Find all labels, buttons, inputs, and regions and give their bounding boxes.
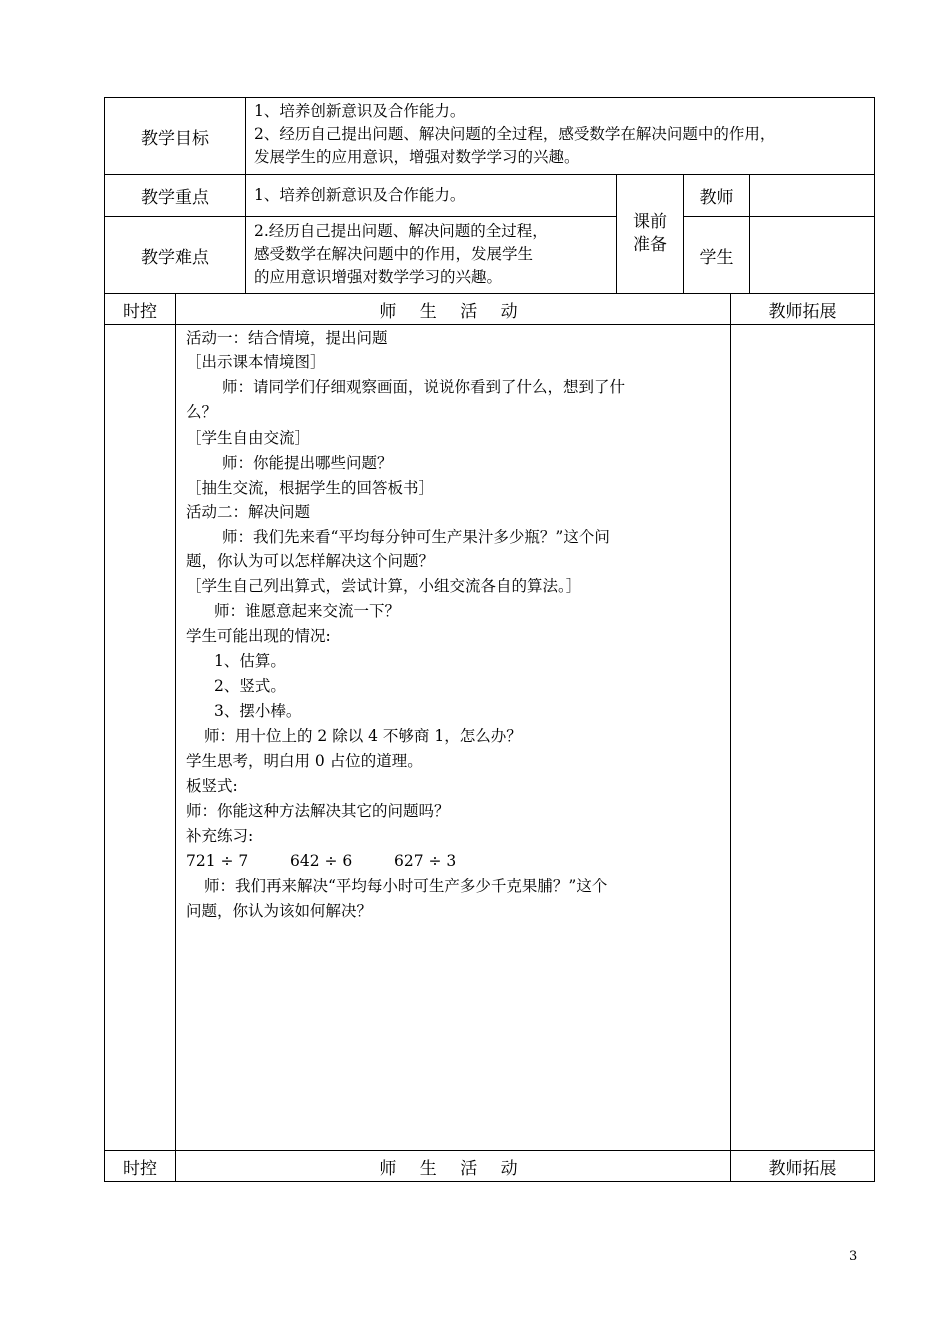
- time-control-header: 时控: [123, 1158, 157, 1179]
- difficulty-line: 感受数学在解决问题中的作用，发展学生: [254, 245, 534, 263]
- content-line: 师：谁愿意起来交流一下？: [214, 602, 401, 620]
- prep-label-line: 课前: [633, 212, 667, 232]
- time-control-header: 时控: [123, 301, 157, 322]
- content-line: 学生可能出现的情况:: [186, 627, 331, 645]
- content-line: 师：用十位上的 2 除以 4 不够商 1，怎么办？: [204, 727, 522, 745]
- goals-label: 教学目标: [141, 128, 209, 149]
- content-line: 师：我们先来看“平均每分钟可生产果汁多少瓶？”这个问: [222, 528, 610, 546]
- key-points-text: 1、培养创新意识及合作能力。: [254, 186, 466, 204]
- content-line: 问题，你认为该如何解决？: [186, 902, 373, 920]
- pre-class-prep-label: [617, 175, 683, 293]
- content-line: 师：我们再来解决“平均每小时可生产多少千克果脯？”这个: [204, 877, 608, 895]
- difficulty-label: 教学难点: [141, 247, 209, 268]
- extension-header: 教师拓展: [768, 301, 837, 322]
- content-line: 么？: [186, 403, 218, 421]
- content-line: 1、估算。: [214, 652, 286, 670]
- table-rule: [104, 324, 875, 325]
- student-prep-label: 学生: [699, 247, 734, 268]
- page-number: 3: [849, 1249, 858, 1264]
- content-line: 活动二：解决问题: [186, 503, 311, 521]
- teacher-prep-label: 教师: [699, 188, 734, 208]
- content-line: 师：请同学们仔细观察画面，说说你看到了什么，想到了什: [222, 378, 626, 396]
- table-rule: [749, 174, 750, 293]
- exercise-expression: 627 ÷ 3: [394, 852, 457, 870]
- content-line: 师：你能提出哪些问题？: [222, 454, 393, 472]
- prep-label-line: 准备: [633, 235, 667, 255]
- content-line: 学生思考，明白用 0 占位的道理。: [186, 752, 423, 770]
- content-line: 题，你认为可以怎样解决这个问题？: [186, 552, 435, 570]
- exercise-expression: 642 ÷ 6: [290, 852, 353, 870]
- table-border-right: [874, 97, 875, 1181]
- extension-header: 教师拓展: [768, 1158, 837, 1179]
- exercise-expression: 721 ÷ 7: [186, 852, 249, 870]
- content-line: 2、竖式。: [214, 677, 286, 695]
- table-border-bottom: [104, 1181, 875, 1182]
- content-line: 板竖式:: [186, 777, 238, 795]
- table-rule: [730, 293, 731, 1181]
- goals-line: 发展学生的应用意识，增强对数学学习的兴趣。: [254, 148, 580, 166]
- goals-line: 2、经历自己提出问题、解决问题的全过程，感受数学在解决问题中的作用，: [254, 125, 776, 143]
- difficulty-line: 的应用意识增强对数学学习的兴趣。: [254, 268, 503, 286]
- content-line: 师：你能这种方法解决其它的问题吗？: [186, 802, 450, 820]
- table-rule: [175, 293, 176, 1181]
- activity-header: 师 生 活 动: [379, 301, 527, 322]
- key-points-label: 教学重点: [141, 188, 209, 208]
- activity-header: 师 生 活 动: [379, 1158, 527, 1179]
- content-line: ［出示课本情境图］: [186, 353, 326, 371]
- content-line: ［学生自由交流］: [186, 429, 311, 447]
- difficulty-line: 2.经历自己提出问题、解决问题的全过程，: [254, 222, 548, 240]
- content-line: 3、摆小棒。: [214, 702, 302, 720]
- content-line: ［抽生交流，根据学生的回答板书］: [186, 479, 435, 497]
- content-line: 补充练习:: [186, 827, 254, 845]
- difficulty-text: [254, 220, 614, 289]
- goals-line: 1、培养创新意识及合作能力。: [254, 102, 466, 120]
- content-line: 活动一：结合情境，提出问题: [186, 329, 388, 347]
- goals-text: [254, 100, 872, 169]
- content-line: ［学生自己列出算式，尝试计算，小组交流各自的算法。］: [186, 577, 582, 595]
- table-rule: [245, 97, 246, 293]
